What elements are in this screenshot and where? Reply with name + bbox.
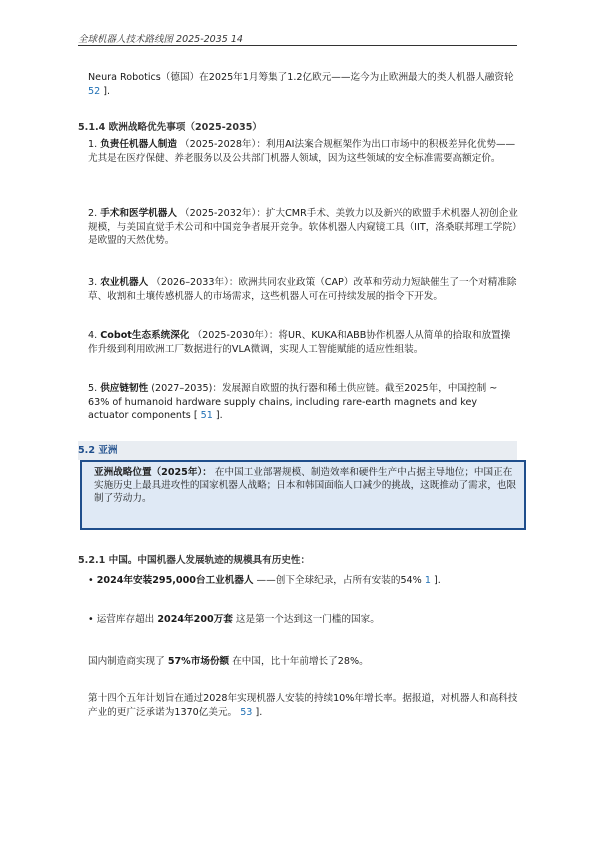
bullet-installations — [88, 574, 518, 588]
citation-link[interactable]: 52 — [88, 85, 101, 97]
para-text: 第十四个五年计划旨在通过2028年实现机器人安装的持续10%年增长率。据报道，对机器人和高科技产业的更广泛承诺为1370亿美元。 — [88, 693, 518, 718]
five-year-plan-paragraph — [88, 692, 518, 719]
market-share-paragraph — [88, 655, 518, 669]
bullet-text: 这是第一个达到这一门槛的国家。 — [235, 614, 380, 625]
item-period: （2026–2033年） — [151, 277, 229, 288]
bullet-bold: 2024年200万套 — [157, 614, 233, 625]
bullet-dot: • — [88, 575, 94, 586]
item-text: ：利用AI法案合规框架作为出口市场中的积极差异化优势——尤其是在医疗保健、养老服务以及公共部门机器人领域，因为这些领域的安全标准需要高额定价。 — [88, 139, 516, 164]
section-heading-52 — [78, 441, 517, 460]
citation-tail: ]. — [434, 575, 441, 586]
priority-item-1 — [88, 138, 518, 165]
strategy-callout-box — [80, 460, 526, 530]
para-text: 在中国，比十年前增长了28%。 — [232, 656, 369, 667]
citation-tail: ]. — [103, 85, 111, 97]
para-bold: 57%市场份额 — [167, 656, 230, 667]
para-pre: 国内制造商实现了 — [88, 656, 165, 667]
item-title: 供应链韧性 — [100, 383, 149, 394]
item-title: 负责任机器人制造 — [100, 139, 177, 150]
running-header: 全球机器人技术路线图 2025-2035 14 — [78, 34, 243, 45]
item-text: ：欧洲共同农业政策（CAP）改革和劳动力短缺催生了一个对精准除草、收割和土壤传感机器人的市场需求，这些机器人可在可持续发展的指令下开发。 — [88, 277, 517, 302]
item-period: （2025-2030年） — [192, 330, 269, 341]
item-period: (2027–2035) — [151, 383, 213, 394]
item-number: 5. — [88, 383, 98, 394]
section-heading-52-label: 5.2 亚洲 — [78, 445, 118, 456]
intro-paragraph — [88, 71, 518, 98]
callout-text: 在中国工业部署规模、制造效率和硬件生产中占据主导地位；中国正在实施历史上最具进攻性的国家机器人战略；日本和韩国面临人口减少的挑战，这既推动了需求，也限制了劳动力。 — [94, 467, 517, 505]
intro-text: Neura Robotics（德国）在2025年1月筹集了1.2亿欧元——迄今为止欧洲最大的类人机器人融资轮 — [88, 72, 514, 83]
item-text: ：将UR、KUKA和ABB协作机器人从简单的拾取和放置操作升级到利用欧洲工厂数据进行的VLA微调，实现人工智能赋能的适应性组装。 — [88, 330, 511, 355]
citation-tail: ]. — [255, 706, 263, 718]
priority-item-4 — [88, 329, 518, 356]
citation-link[interactable]: 1 — [424, 575, 431, 586]
citation-link[interactable]: 53 — [240, 706, 253, 718]
section-heading-514: 5.1.4 欧洲战略优先事项（2025-2035） — [78, 122, 262, 133]
section-heading-521: 5.2.1 中国。中国机器人发展轨迹的规模具有历史性： — [78, 555, 311, 566]
callout-title: 亚洲战略位置（2025年）： — [94, 467, 212, 478]
priority-item-2 — [88, 207, 518, 248]
item-period: （2025-2032年） — [180, 208, 257, 219]
bullet-inventory — [88, 613, 518, 627]
bullet-text: ——创下全球纪录，占所有安装的54% — [256, 575, 422, 586]
item-period: （2025-2028年） — [180, 139, 257, 150]
item-number: 4. — [88, 330, 98, 341]
item-title: 手术和医学机器人 — [100, 208, 177, 219]
citation-tail: ]. — [215, 410, 223, 421]
header-rule — [78, 45, 517, 46]
citation-link[interactable]: 51 — [200, 410, 213, 421]
bullet-pre: • 运营库存超出 — [88, 614, 155, 625]
item-title: 农业机器人 — [100, 277, 149, 288]
priority-item-5 — [88, 382, 518, 423]
item-number: 2. — [88, 208, 98, 219]
item-title: Cobot生态系统深化 — [100, 330, 190, 341]
item-text: ：扩大CMR手术、美敦力以及新兴的欧盟手术机器人初创企业规模，与美国直觉手术公司和中国竞争者展开竞争。软体机器人内窥镜工具（IIT，洛桑联邦理工学院）是欧盟的天然优势。 — [88, 208, 518, 246]
priority-item-3 — [88, 276, 518, 303]
item-text: ：发展源自欧盟的执行器和稀土供应链。截至2025年，中国控制 ~ 63% of humanoid hardware supply chains, including rare-earth magnets and key actuator components [ — [88, 383, 498, 421]
bullet-bold: 2024年安装295,000台工业机器人 — [96, 575, 254, 586]
item-number: 1. — [88, 139, 98, 150]
item-number: 3. — [88, 277, 98, 288]
